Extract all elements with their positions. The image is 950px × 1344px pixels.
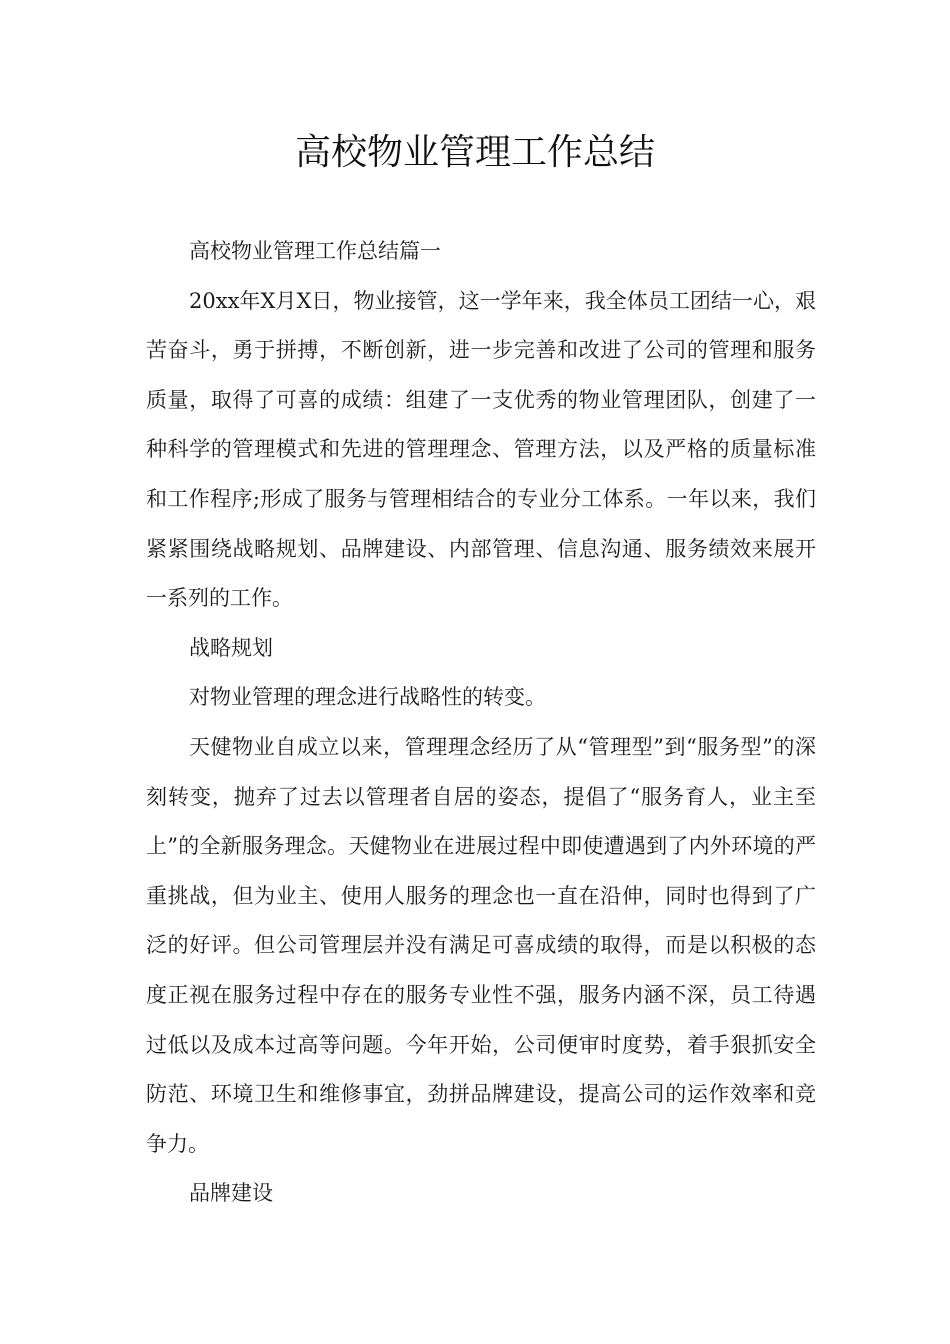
paragraph-section-heading: 高校物业管理工作总结篇一 <box>189 239 441 263</box>
paragraph-heading-brand: 品牌建设 <box>189 1181 273 1206</box>
paragraph-intro: 20xx年X月X日，物业接管，这一学年来，我全体员工团结一心，艰苦奋斗，勇于拼搏，不断创新，进一步完善和改进了公司的管理和服务质量，取得了可喜的成绩：组建了一支优秀的物业管理团队，创建了一种科学的管理模式和先进的管理理念、管理方法，以及严格的质量标准和工作程序;形成了服务与管理相结合的专业分工体系。一年以来，我们紧紧围绕战略规划、品牌建设、内部管理、信息沟通、服务绩效来展开一系列的工作。 <box>146 288 816 611</box>
paragraph-strategy-detail: 天健物业自成立以来，管理理念经历了从“管理型”到“服务型”的深刻转变，抛弃了过去以管理者自居的姿态，提倡了“服务育人，业主至上”的全新服务理念。天健物业在进展过程中即使遭遇到了内外环境的严重挑战，但为业主、使用人服务的理念也一直在沿伸，同时也得到了广泛的好评。但公司管理层并没有满足可喜成绩的取得，而是以积极的态度正视在服务过程中存在的服务专业性不强，服务内涵不深，员工待遇过低以及成本过高等问题。今年开始，公司便审时度势，着手狠抓安全防范、环境卫生和维修事宜，劲拼品牌建设，提高公司的运作效率和竞争力。 <box>146 734 816 1156</box>
document-title: 高校物业管理工作总结 <box>294 132 655 173</box>
paragraph-strategy-summary: 对物业管理的理念进行战略性的转变。 <box>189 685 546 710</box>
paragraph-heading-strategy: 战略规划 <box>189 635 273 660</box>
document-body <box>146 227 816 1219</box>
